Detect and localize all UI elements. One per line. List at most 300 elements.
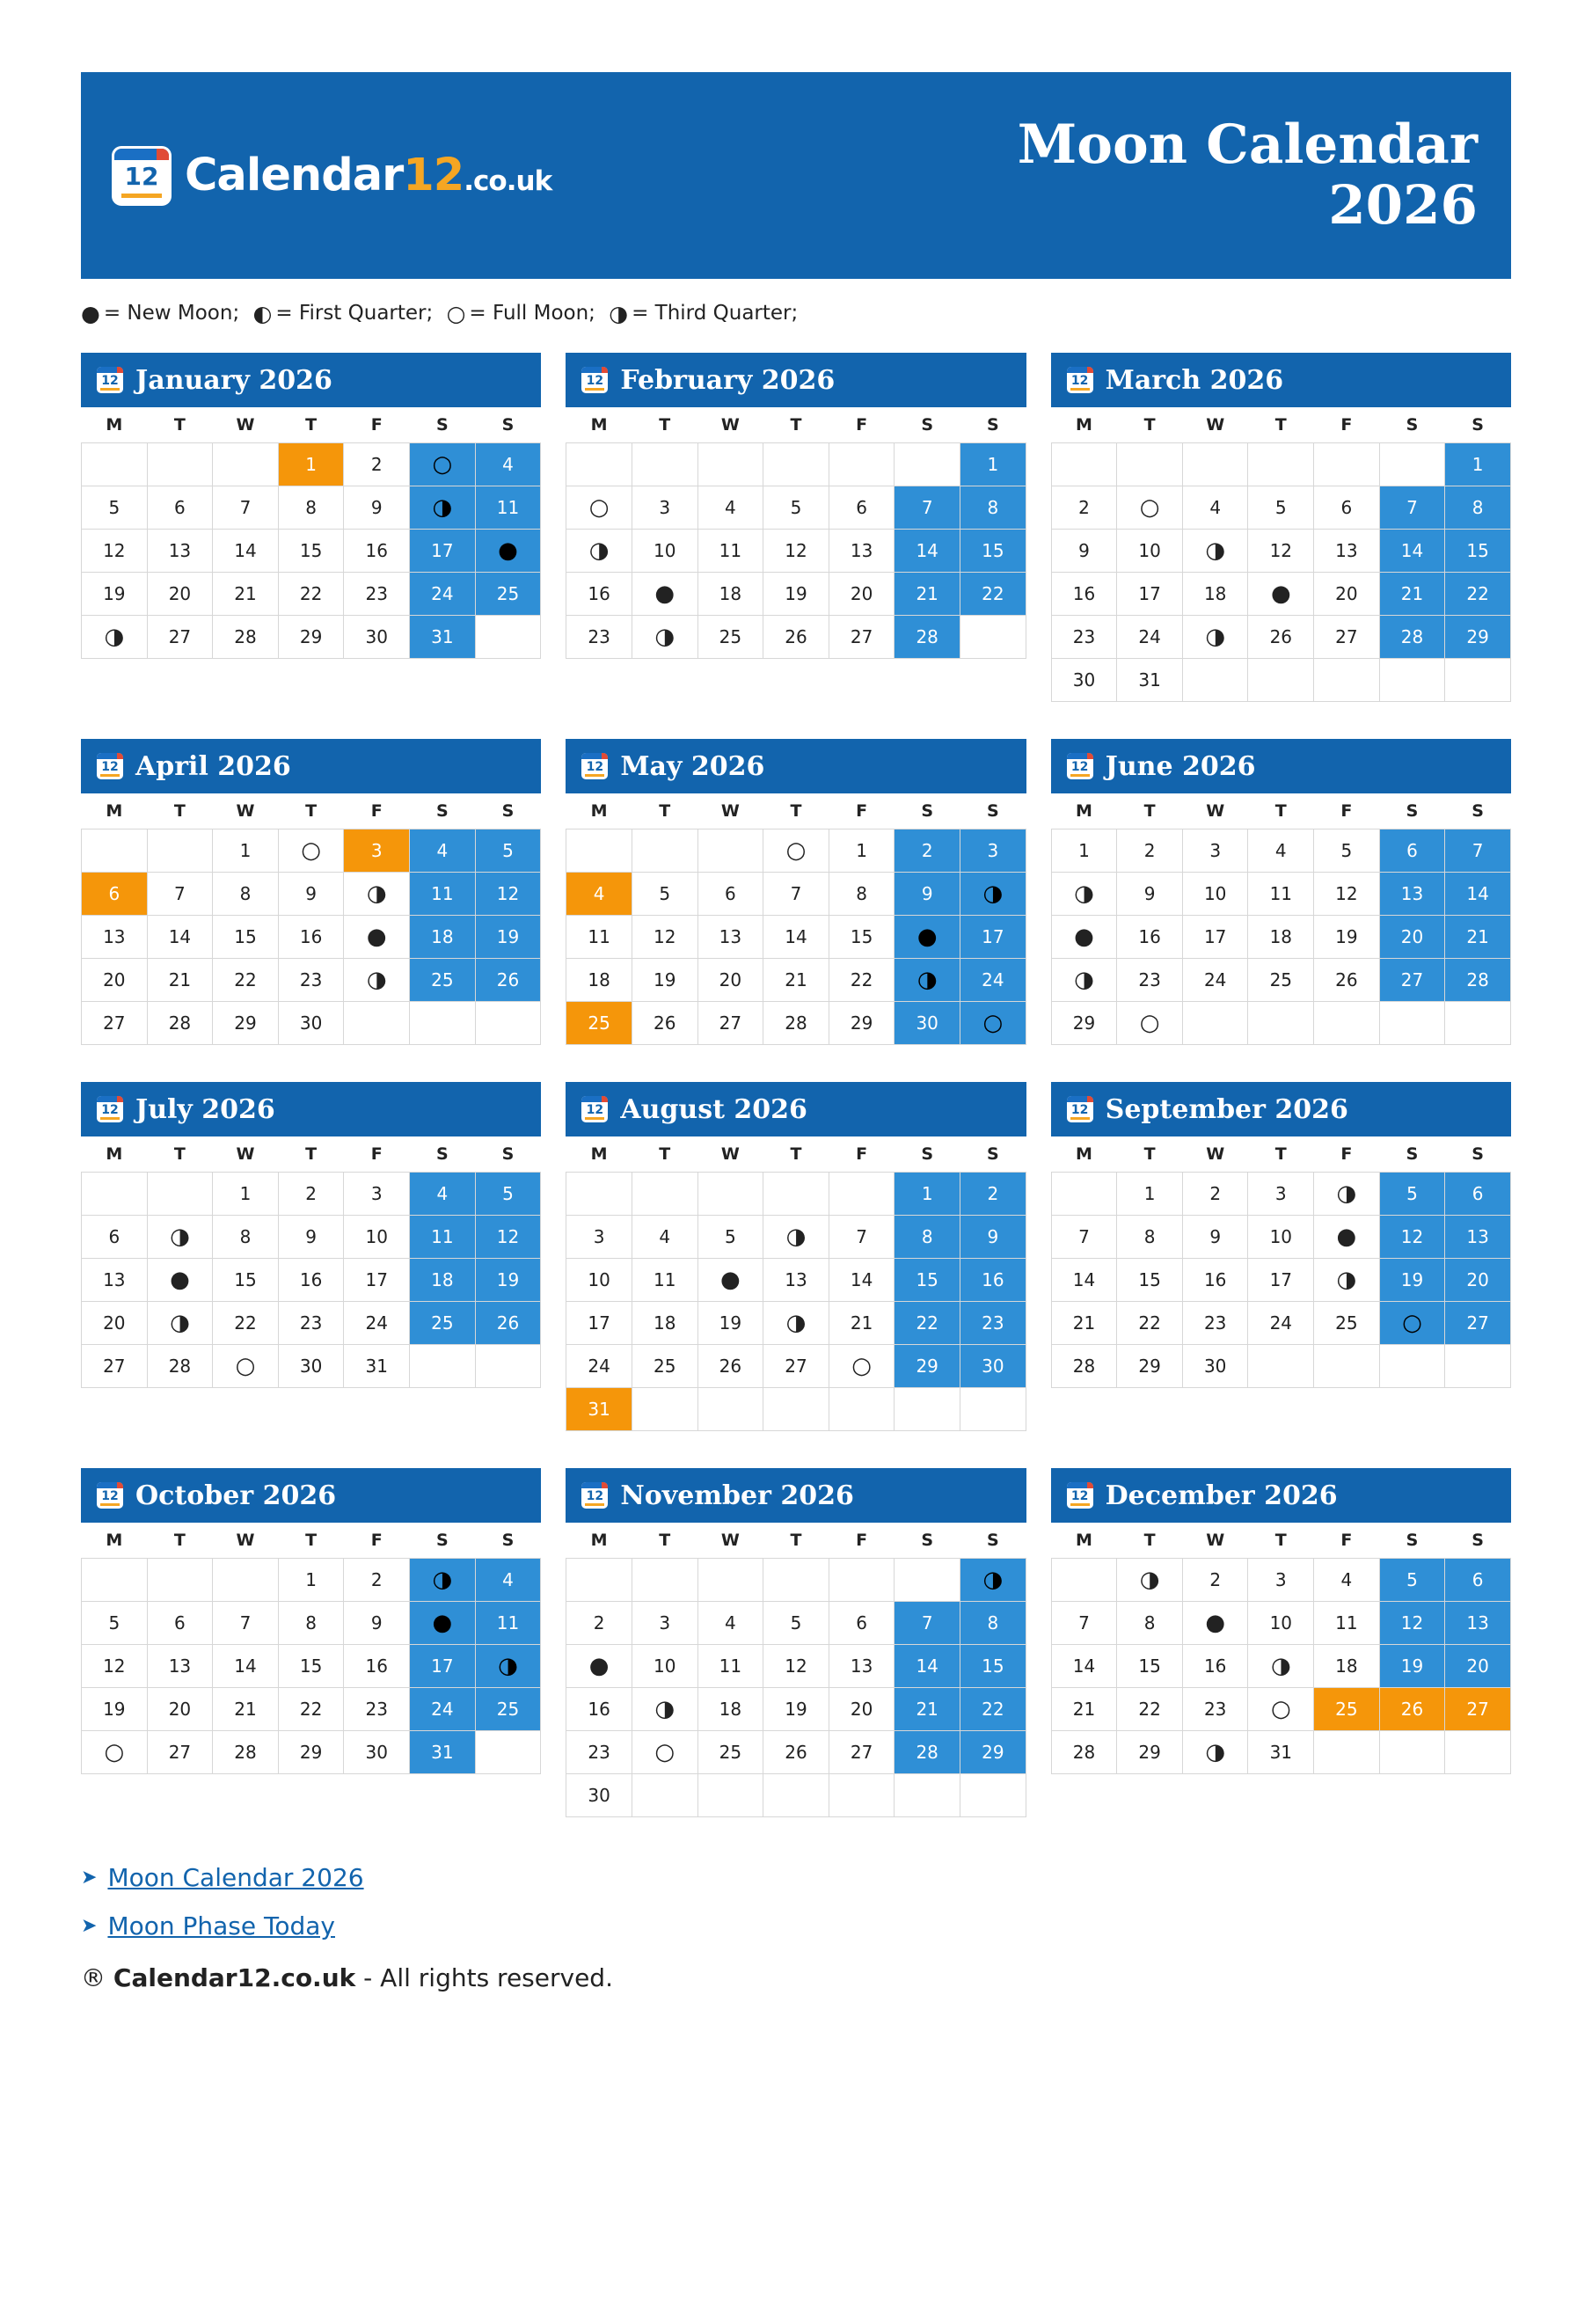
day-cell[interactable] — [1182, 829, 1248, 873]
day-cell[interactable] — [147, 873, 213, 916]
day-cell[interactable] — [147, 1259, 213, 1302]
day-cell[interactable] — [213, 1302, 279, 1345]
day-cell[interactable] — [1182, 530, 1248, 573]
day-cell[interactable] — [344, 1302, 410, 1345]
day-cell[interactable] — [410, 616, 476, 659]
day-cell[interactable] — [213, 486, 279, 530]
day-cell[interactable] — [1379, 916, 1445, 959]
day-cell[interactable] — [1445, 1259, 1511, 1302]
day-cell[interactable] — [1117, 1345, 1183, 1388]
day-cell[interactable] — [82, 916, 148, 959]
day-cell[interactable] — [1314, 959, 1380, 1002]
day-cell[interactable] — [1117, 1002, 1183, 1045]
day-cell[interactable] — [1117, 1173, 1183, 1216]
day-cell[interactable] — [1379, 1216, 1445, 1259]
day-cell[interactable] — [410, 486, 476, 530]
day-cell[interactable] — [1051, 1731, 1117, 1774]
day-cell[interactable] — [1117, 659, 1183, 702]
day-cell[interactable] — [566, 1259, 632, 1302]
day-cell[interactable] — [632, 873, 697, 916]
day-cell[interactable] — [763, 959, 829, 1002]
day-cell[interactable] — [278, 1688, 344, 1731]
day-cell[interactable] — [213, 873, 279, 916]
day-cell[interactable] — [410, 1645, 476, 1688]
day-cell[interactable] — [344, 616, 410, 659]
day-cell[interactable] — [1379, 1302, 1445, 1345]
day-cell[interactable] — [895, 486, 960, 530]
day-cell[interactable] — [632, 1688, 697, 1731]
related-link[interactable]: Moon Calendar 2026 — [107, 1863, 364, 1892]
day-cell[interactable] — [1117, 573, 1183, 616]
day-cell[interactable] — [1182, 1731, 1248, 1774]
day-cell[interactable] — [1248, 1259, 1314, 1302]
day-cell[interactable] — [82, 486, 148, 530]
day-cell[interactable] — [410, 1731, 476, 1774]
day-cell[interactable] — [829, 916, 895, 959]
day-cell[interactable] — [895, 829, 960, 873]
day-cell[interactable] — [829, 1002, 895, 1045]
day-cell[interactable] — [1051, 486, 1117, 530]
day-cell[interactable] — [960, 1688, 1026, 1731]
day-cell[interactable] — [1445, 959, 1511, 1002]
day-cell[interactable] — [1248, 873, 1314, 916]
day-cell[interactable] — [1051, 1216, 1117, 1259]
day-cell[interactable] — [829, 873, 895, 916]
day-cell[interactable] — [1182, 1645, 1248, 1688]
day-cell[interactable] — [1051, 1259, 1117, 1302]
day-cell[interactable] — [1117, 486, 1183, 530]
day-cell[interactable] — [566, 530, 632, 573]
day-cell[interactable] — [697, 616, 763, 659]
day-cell[interactable] — [1051, 1602, 1117, 1645]
day-cell[interactable] — [410, 829, 476, 873]
day-cell[interactable] — [475, 573, 541, 616]
day-cell[interactable] — [1182, 1345, 1248, 1388]
day-cell[interactable] — [895, 1173, 960, 1216]
day-cell[interactable] — [1182, 1559, 1248, 1602]
day-cell[interactable] — [1314, 616, 1380, 659]
day-cell[interactable] — [147, 616, 213, 659]
day-cell[interactable] — [410, 916, 476, 959]
day-cell[interactable] — [475, 1688, 541, 1731]
day-cell[interactable] — [697, 1002, 763, 1045]
day-cell[interactable] — [895, 530, 960, 573]
day-cell[interactable] — [475, 1302, 541, 1345]
day-cell[interactable] — [1117, 873, 1183, 916]
day-cell[interactable] — [632, 1645, 697, 1688]
day-cell[interactable] — [895, 1731, 960, 1774]
day-cell[interactable] — [632, 573, 697, 616]
day-cell[interactable] — [278, 1559, 344, 1602]
day-cell[interactable] — [763, 486, 829, 530]
day-cell[interactable] — [1445, 616, 1511, 659]
day-cell[interactable] — [475, 1216, 541, 1259]
day-cell[interactable] — [1182, 1259, 1248, 1302]
day-cell[interactable] — [475, 1645, 541, 1688]
day-cell[interactable] — [213, 1688, 279, 1731]
day-cell[interactable] — [960, 1259, 1026, 1302]
day-cell[interactable] — [632, 1731, 697, 1774]
day-cell[interactable] — [475, 1259, 541, 1302]
day-cell[interactable] — [1117, 1302, 1183, 1345]
day-cell[interactable] — [829, 1688, 895, 1731]
day-cell[interactable] — [632, 486, 697, 530]
day-cell[interactable] — [1248, 959, 1314, 1002]
day-cell[interactable] — [1182, 1302, 1248, 1345]
day-cell[interactable] — [763, 1259, 829, 1302]
day-cell[interactable] — [1117, 530, 1183, 573]
day-cell[interactable] — [1445, 486, 1511, 530]
day-cell[interactable] — [1051, 530, 1117, 573]
day-cell[interactable] — [895, 959, 960, 1002]
day-cell[interactable] — [829, 959, 895, 1002]
day-cell[interactable] — [566, 1216, 632, 1259]
day-cell[interactable] — [895, 1002, 960, 1045]
day-cell[interactable] — [410, 1688, 476, 1731]
day-cell[interactable] — [1445, 1602, 1511, 1645]
day-cell[interactable] — [632, 916, 697, 959]
day-cell[interactable] — [475, 1559, 541, 1602]
day-cell[interactable] — [475, 443, 541, 486]
day-cell[interactable] — [475, 829, 541, 873]
day-cell[interactable] — [410, 1602, 476, 1645]
day-cell[interactable] — [829, 573, 895, 616]
day-cell[interactable] — [1117, 1216, 1183, 1259]
day-cell[interactable] — [344, 1559, 410, 1602]
day-cell[interactable] — [147, 916, 213, 959]
day-cell[interactable] — [410, 1173, 476, 1216]
day-cell[interactable] — [278, 916, 344, 959]
day-cell[interactable] — [1445, 873, 1511, 916]
day-cell[interactable] — [82, 1645, 148, 1688]
day-cell[interactable] — [697, 1302, 763, 1345]
day-cell[interactable] — [960, 1173, 1026, 1216]
day-cell[interactable] — [566, 1645, 632, 1688]
day-cell[interactable] — [1314, 1173, 1380, 1216]
day-cell[interactable] — [763, 1731, 829, 1774]
day-cell[interactable] — [632, 1602, 697, 1645]
day-cell[interactable] — [566, 1688, 632, 1731]
day-cell[interactable] — [344, 486, 410, 530]
day-cell[interactable] — [82, 1302, 148, 1345]
day-cell[interactable] — [763, 1688, 829, 1731]
day-cell[interactable] — [475, 530, 541, 573]
day-cell[interactable] — [278, 1602, 344, 1645]
day-cell[interactable] — [1379, 616, 1445, 659]
day-cell[interactable] — [895, 873, 960, 916]
day-cell[interactable] — [147, 1688, 213, 1731]
day-cell[interactable] — [1379, 1173, 1445, 1216]
day-cell[interactable] — [1117, 1688, 1183, 1731]
day-cell[interactable] — [632, 1216, 697, 1259]
day-cell[interactable] — [697, 1731, 763, 1774]
day-cell[interactable] — [213, 1216, 279, 1259]
day-cell[interactable] — [763, 829, 829, 873]
day-cell[interactable] — [895, 573, 960, 616]
day-cell[interactable] — [410, 530, 476, 573]
day-cell[interactable] — [697, 1602, 763, 1645]
day-cell[interactable] — [960, 1345, 1026, 1388]
day-cell[interactable] — [278, 959, 344, 1002]
day-cell[interactable] — [278, 1731, 344, 1774]
day-cell[interactable] — [1314, 873, 1380, 916]
day-cell[interactable] — [1248, 1173, 1314, 1216]
day-cell[interactable] — [213, 829, 279, 873]
day-cell[interactable] — [147, 1645, 213, 1688]
day-cell[interactable] — [763, 1645, 829, 1688]
day-cell[interactable] — [1379, 573, 1445, 616]
day-cell[interactable] — [763, 616, 829, 659]
day-cell[interactable] — [278, 616, 344, 659]
day-cell[interactable] — [213, 1645, 279, 1688]
day-cell[interactable] — [1379, 530, 1445, 573]
day-cell[interactable] — [278, 530, 344, 573]
day-cell[interactable] — [829, 1259, 895, 1302]
day-cell[interactable] — [1182, 1216, 1248, 1259]
day-cell[interactable] — [1248, 616, 1314, 659]
day-cell[interactable] — [1248, 1688, 1314, 1731]
day-cell[interactable] — [829, 1602, 895, 1645]
day-cell[interactable] — [344, 1345, 410, 1388]
day-cell[interactable] — [147, 1302, 213, 1345]
day-cell[interactable] — [960, 573, 1026, 616]
day-cell[interactable] — [1051, 916, 1117, 959]
day-cell[interactable] — [763, 1602, 829, 1645]
day-cell[interactable] — [632, 959, 697, 1002]
day-cell[interactable] — [960, 916, 1026, 959]
day-cell[interactable] — [960, 1302, 1026, 1345]
day-cell[interactable] — [960, 1731, 1026, 1774]
day-cell[interactable] — [829, 616, 895, 659]
day-cell[interactable] — [344, 530, 410, 573]
day-cell[interactable] — [960, 1216, 1026, 1259]
day-cell[interactable] — [278, 1216, 344, 1259]
day-cell[interactable] — [1051, 1002, 1117, 1045]
day-cell[interactable] — [278, 1173, 344, 1216]
day-cell[interactable] — [1051, 1302, 1117, 1345]
day-cell[interactable] — [1248, 916, 1314, 959]
day-cell[interactable] — [82, 1259, 148, 1302]
day-cell[interactable] — [1314, 1259, 1380, 1302]
day-cell[interactable] — [829, 1216, 895, 1259]
day-cell[interactable] — [1117, 1259, 1183, 1302]
day-cell[interactable] — [1182, 616, 1248, 659]
day-cell[interactable] — [1379, 1559, 1445, 1602]
day-cell[interactable] — [960, 1002, 1026, 1045]
day-cell[interactable] — [1314, 1645, 1380, 1688]
day-cell[interactable] — [566, 916, 632, 959]
day-cell[interactable] — [1182, 486, 1248, 530]
day-cell[interactable] — [895, 1216, 960, 1259]
day-cell[interactable] — [344, 829, 410, 873]
day-cell[interactable] — [1314, 1688, 1380, 1731]
day-cell[interactable] — [344, 1645, 410, 1688]
day-cell[interactable] — [147, 573, 213, 616]
day-cell[interactable] — [895, 1345, 960, 1388]
day-cell[interactable] — [632, 1259, 697, 1302]
day-cell[interactable] — [213, 1259, 279, 1302]
day-cell[interactable] — [566, 1345, 632, 1388]
day-cell[interactable] — [213, 1602, 279, 1645]
day-cell[interactable] — [697, 1259, 763, 1302]
day-cell[interactable] — [344, 443, 410, 486]
day-cell[interactable] — [1051, 1688, 1117, 1731]
day-cell[interactable] — [410, 573, 476, 616]
day-cell[interactable] — [213, 1731, 279, 1774]
link-row[interactable] — [81, 1911, 1511, 1940]
day-cell[interactable] — [1445, 829, 1511, 873]
day-cell[interactable] — [1379, 1688, 1445, 1731]
day-cell[interactable] — [632, 530, 697, 573]
day-cell[interactable] — [82, 959, 148, 1002]
day-cell[interactable] — [566, 1731, 632, 1774]
day-cell[interactable] — [147, 530, 213, 573]
link-row[interactable] — [81, 1863, 1511, 1892]
day-cell[interactable] — [82, 1731, 148, 1774]
day-cell[interactable] — [566, 1388, 632, 1431]
day-cell[interactable] — [344, 1216, 410, 1259]
day-cell[interactable] — [344, 573, 410, 616]
day-cell[interactable] — [895, 616, 960, 659]
day-cell[interactable] — [895, 916, 960, 959]
day-cell[interactable] — [829, 1645, 895, 1688]
day-cell[interactable] — [697, 1645, 763, 1688]
day-cell[interactable] — [1117, 1645, 1183, 1688]
day-cell[interactable] — [566, 1774, 632, 1817]
day-cell[interactable] — [697, 1216, 763, 1259]
day-cell[interactable] — [475, 916, 541, 959]
day-cell[interactable] — [895, 1302, 960, 1345]
day-cell[interactable] — [1379, 1602, 1445, 1645]
day-cell[interactable] — [1379, 486, 1445, 530]
day-cell[interactable] — [1314, 1216, 1380, 1259]
day-cell[interactable] — [566, 486, 632, 530]
day-cell[interactable] — [697, 916, 763, 959]
day-cell[interactable] — [1248, 530, 1314, 573]
day-cell[interactable] — [1445, 1216, 1511, 1259]
day-cell[interactable] — [213, 1173, 279, 1216]
day-cell[interactable] — [1314, 573, 1380, 616]
day-cell[interactable] — [410, 1302, 476, 1345]
day-cell[interactable] — [410, 443, 476, 486]
day-cell[interactable] — [1445, 1688, 1511, 1731]
day-cell[interactable] — [278, 873, 344, 916]
day-cell[interactable] — [1051, 1645, 1117, 1688]
day-cell[interactable] — [763, 916, 829, 959]
day-cell[interactable] — [1051, 829, 1117, 873]
day-cell[interactable] — [1117, 1731, 1183, 1774]
day-cell[interactable] — [566, 1002, 632, 1045]
day-cell[interactable] — [1314, 829, 1380, 873]
day-cell[interactable] — [960, 1559, 1026, 1602]
day-cell[interactable] — [697, 573, 763, 616]
day-cell[interactable] — [1314, 486, 1380, 530]
day-cell[interactable] — [410, 1259, 476, 1302]
day-cell[interactable] — [82, 530, 148, 573]
day-cell[interactable] — [278, 1345, 344, 1388]
day-cell[interactable] — [1182, 873, 1248, 916]
day-cell[interactable] — [278, 443, 344, 486]
day-cell[interactable] — [895, 1645, 960, 1688]
day-cell[interactable] — [697, 1345, 763, 1388]
day-cell[interactable] — [697, 530, 763, 573]
day-cell[interactable] — [410, 1216, 476, 1259]
day-cell[interactable] — [1182, 1602, 1248, 1645]
day-cell[interactable] — [1445, 573, 1511, 616]
day-cell[interactable] — [1314, 1302, 1380, 1345]
day-cell[interactable] — [278, 486, 344, 530]
day-cell[interactable] — [410, 1559, 476, 1602]
day-cell[interactable] — [1051, 616, 1117, 659]
day-cell[interactable] — [82, 1002, 148, 1045]
day-cell[interactable] — [1379, 873, 1445, 916]
day-cell[interactable] — [278, 1259, 344, 1302]
day-cell[interactable] — [1445, 443, 1511, 486]
day-cell[interactable] — [213, 916, 279, 959]
day-cell[interactable] — [147, 1731, 213, 1774]
day-cell[interactable] — [566, 573, 632, 616]
day-cell[interactable] — [566, 616, 632, 659]
day-cell[interactable] — [82, 1345, 148, 1388]
day-cell[interactable] — [763, 1002, 829, 1045]
day-cell[interactable] — [410, 959, 476, 1002]
day-cell[interactable] — [1117, 1602, 1183, 1645]
day-cell[interactable] — [829, 1345, 895, 1388]
day-cell[interactable] — [829, 1731, 895, 1774]
day-cell[interactable] — [213, 573, 279, 616]
day-cell[interactable] — [1117, 616, 1183, 659]
day-cell[interactable] — [147, 1216, 213, 1259]
day-cell[interactable] — [410, 873, 476, 916]
day-cell[interactable] — [763, 573, 829, 616]
day-cell[interactable] — [278, 1302, 344, 1345]
day-cell[interactable] — [1051, 1345, 1117, 1388]
day-cell[interactable] — [697, 959, 763, 1002]
day-cell[interactable] — [1314, 1602, 1380, 1645]
day-cell[interactable] — [566, 1302, 632, 1345]
day-cell[interactable] — [697, 486, 763, 530]
day-cell[interactable] — [1051, 873, 1117, 916]
day-cell[interactable] — [1445, 916, 1511, 959]
day-cell[interactable] — [475, 1602, 541, 1645]
day-cell[interactable] — [147, 959, 213, 1002]
day-cell[interactable] — [82, 616, 148, 659]
day-cell[interactable] — [344, 1688, 410, 1731]
day-cell[interactable] — [1117, 916, 1183, 959]
day-cell[interactable] — [1117, 959, 1183, 1002]
day-cell[interactable] — [1445, 1645, 1511, 1688]
day-cell[interactable] — [763, 873, 829, 916]
day-cell[interactable] — [1248, 573, 1314, 616]
day-cell[interactable] — [278, 1645, 344, 1688]
day-cell[interactable] — [960, 443, 1026, 486]
day-cell[interactable] — [1248, 486, 1314, 530]
day-cell[interactable] — [960, 829, 1026, 873]
day-cell[interactable] — [82, 573, 148, 616]
day-cell[interactable] — [475, 959, 541, 1002]
day-cell[interactable] — [1379, 1259, 1445, 1302]
day-cell[interactable] — [147, 1602, 213, 1645]
day-cell[interactable] — [278, 573, 344, 616]
day-cell[interactable] — [475, 1173, 541, 1216]
day-cell[interactable] — [960, 486, 1026, 530]
day-cell[interactable] — [1379, 959, 1445, 1002]
day-cell[interactable] — [147, 1002, 213, 1045]
day-cell[interactable] — [566, 959, 632, 1002]
day-cell[interactable] — [1445, 530, 1511, 573]
day-cell[interactable] — [344, 1602, 410, 1645]
day-cell[interactable] — [82, 1602, 148, 1645]
